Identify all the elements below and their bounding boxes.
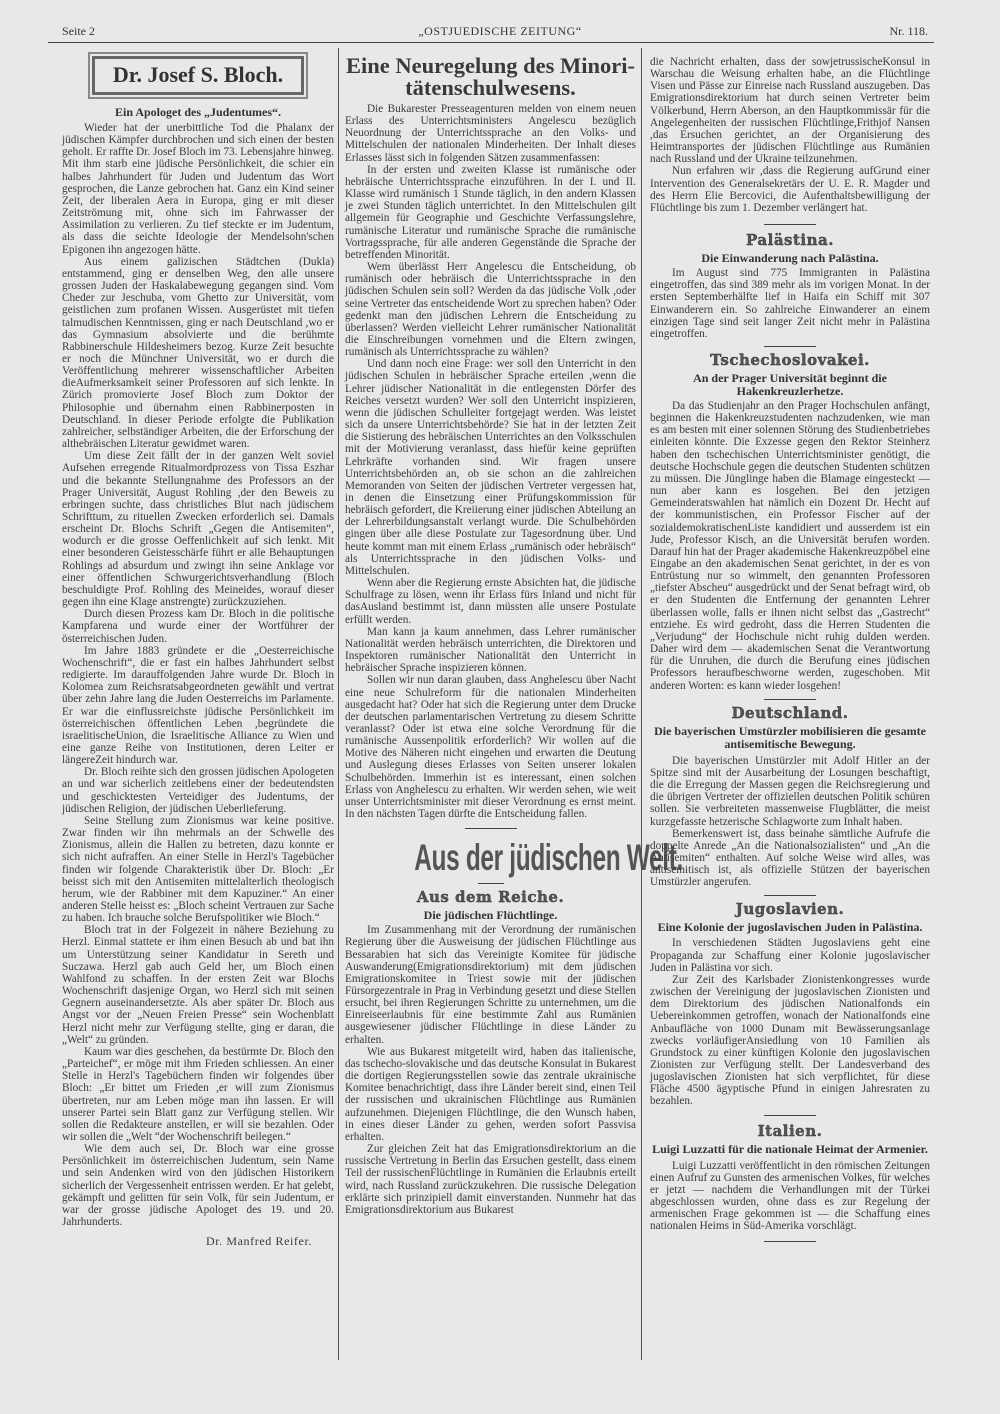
page-number: Seite 2: [62, 24, 95, 38]
article-body: [650, 400, 930, 692]
separator-rule: [465, 828, 517, 829]
article-headline: Die jüdischen Flüchtlinge.: [423, 908, 558, 923]
column-divider: [338, 48, 339, 1360]
paragraph: Sollen wir nun daran glauben, dass Anghelescu über Nacht eine neue Schulreform für die nationalen Minderheiten ausgedacht hat? Oder hat sich die Regierung unter dem Drucke der deutschen parlamentarischen Vertretung zu diesem Schritte veranlasst? Oder ist etwa eine solche Verordnung für die rumänische Aussenpolitik erforderlich? Wir wollen auf die Motive des Näheren nicht eingehen und erwarten die Deutung und Auslegung dieses Erlasses von Seiten unserer lokalen Schulbehörden. Immerhin ist es interessant, einen solchen Erlass von Anghelescu zu erhalten. Wir werden sehen, wie weit unser Unterrichtsminister mit dieser Verordnung es ernst meint. In den nächsten Tagen dürfte die Entscheidung fallen.: [345, 674, 636, 821]
paragraph: Dr. Bloch reihte sich den grossen jüdischen Apologeten an und war sicherlich zeitlebens einer der bedeutendsten und geschicktesten Verteidiger des Judentums, der jüdischen Religion, der jüdischen Ueberlieferung.: [62, 766, 334, 815]
article-body: [650, 755, 930, 889]
paragraph: Aus einem galizischen Städtchen (Dukla) entstammend, ging er denselben Weg, den alle unsere grossen Juden der Haskalabewegung gegangen sind. Vom Cheder zur Jeschuba, vom Ghetto zur Universität, vom geistlichen zum profanen Wissen. Ausgerüstet mit tiefen talmudischen Kenntnissen, ging er nach Deutschland ,wo er das Gymnasium absolvierte und die berühmte Rabbinerschule Hildesheimers bezog. Kurze Zeit besuchte er noch die Münchner Universität, wo er durch die Veröffentlichung mehrerer wissenschaftlicher Arbeiten dieAufmerksamkeit seiner Professoren auf sich lenkte. In Zürich promovierte Josef Bloch zum Doktor der Philosophie und übernahm einen Rabbinerposten in Deutschland. In dieser Periode erfolgte die Publikation zahlreicher, selbständiger Arbeiten, die der Erforschung der althebräischen Literatur gewidmet waren.: [62, 255, 334, 451]
paragraph: Man kann ja kaum annehmen, dass Lehrer rumänischer Nationalität werden hebräisch unterrichten, die Direktoren und Inspektoren rumänischer Nationalität den Unterricht in hebräischer Sprache inspizieren können.: [345, 625, 636, 675]
article-body: [650, 267, 930, 340]
section-title: Italien.: [757, 1121, 823, 1140]
separator-rule: [764, 1241, 816, 1242]
separator-rule: [478, 883, 504, 884]
article-headline: Luigi Luzzatti für die nationale Heimat der Armenier.: [652, 1141, 928, 1156]
article-title-line2: tätenschulwesens.: [405, 75, 576, 100]
paragraph: Und dann noch eine Frage: wer soll den Unterricht in den jüdischen Schulen in hebräischer Sprache erteilen ,wenn die Lehrer jüdischer Nationalität in die entlegensten Dörfer des Reiches versetzt wurden? Wer soll den Unterricht inspizieren, wenn die jüdischen Schulleiter fortgejagt werden. Was leistet sich da unsere Unterrichtsbehörde? Sie hat in der letzten Zeit die Sistierung des hebräischen Unterrichtes an den Volksschulen mit der Motivierung veranlasst, dass hiefür keine geprüften Lehrkräfte vorhanden sind. Wir fragen unsere Unterrichtsbehörden an, ob sie schon an die zahlreichen Memoranden von Seiten der jüdischen Vertreter vergessen hat, in denen die Einsetzung einer Prüfungskommission für hebräisch gefordert, die Kreiierung einer jüdischen Abteilung an der Lehrerbildungsanstalt verlangt wurde. Die Schulbehörden gingen über alle diese Postulate zur Tagesordnung über. Und heute kommt man mit einem Erlass „rumänisch oder hebräisch“ als Unterrichtssprache in den jüdischen Volks- und Mittelschulen.: [345, 358, 636, 577]
article-body: [62, 122, 334, 1228]
paragraph: Seine Stellung zum Zionismus war keine positive. Zwar finden wir ihn mehrmals an der Schwelle des Zionismus, allein die Hallen zu betreten, dazu konnte er sich nicht aufraffen. An einer Stelle in Herzl's Tagebücher finden wir folgende Charakteristik über Dr. Bloch: „Er beisst sich mit den Antisemiten mittelalterlich theologisch herum, wie der Rabbiner mit dem Kapuziner.“ An einer anderen Stelle heisst es: „Bloch scheint Vertrauen zur Sache zu haben. Ich brauche solche Berufspolitiker wie Bloch.“: [62, 814, 334, 925]
section-banner: [345, 837, 684, 879]
article-headline: Eine Kolonie der jugoslavischen Juden in Palästina.: [657, 920, 923, 935]
paragraph: Durch diesen Prozess kam Dr. Bloch in die politische Kampfarena und wurde einer der Wortführer der österreichischen Juden.: [62, 608, 334, 645]
paragraph: Bemerkenswert ist, dass beinahe sämtliche Aufrufe die doppelte Anrede „An die Nationalsozialisten“ und „An die Antisemiten“ enthalten. Auf solche Weise wird alles, was antisemitisch ist, als offizielle Stützen der bayerischen Umstürzler angerufen.: [650, 827, 930, 889]
paragraph: Um diese Zeit fällt der in der ganzen Welt soviel Aufsehen erregende Ritualmordprozess von Tissa Eszhar und die bekannte Stellungnahme des Professors an der Prager Universität, August Rohling ,der den Beweis zu erbringen suchte, dass christliches Blut nach jüdischem Schrifttum, zu rituellen Zwecken erforderlich sei. Damals erscheint Dr. Blochs Schrift „Gegen die Antisemiten“, wodurch er die grosse Oeffenlichkeit auf sich lenkt. Mit einer besonderen Geistesschärfe führt er alle Behauptungen Rohlings ad absurdum und zwingt ihn seine Anklage vor einer öffentlichen Schwurgerichtsverhandlung (Bloch beschuldigte Prof. Rohling des Meineides, worauf dieser gegen ihn eine Klage anstrengte) zurückzuziehen.: [62, 450, 334, 609]
article-body: [345, 924, 636, 1216]
section-title: Tschechoslovakei.: [710, 350, 870, 369]
issue-number: Nr. 118.: [889, 24, 928, 38]
article-author: Dr. Manfred Reifer.: [205, 1234, 312, 1249]
column-divider: [641, 48, 642, 1360]
paragraph: In verschiedenen Städten Jugoslaviens geht eine Propaganda zur Schaffung einer Kolonie jugoslavischer Juden in Palästina vor sich.: [650, 937, 930, 974]
news-column: [650, 56, 930, 1250]
article-headline: An der Prager Universität beginnt die Hakenkreuzlerhetze.: [693, 370, 887, 398]
article-headline: Die bayerischen Umstürzler mobilisieren die gesamte antisemitische Bewegung.: [654, 723, 926, 751]
header-rule: [48, 42, 934, 43]
separator-rule: [764, 895, 816, 896]
article-body: [650, 1160, 930, 1233]
paragraph: die Nachricht erhalten, dass der sowjetrussischeKonsul in Warschau die Weisung erhalten habe, an die Flüchtlinge Visen und Pässe zur Einreise nach Russland auszugeben. Das Emigrationsdirektorium hat durch seinen Vertreter beim Völkerbund, Herrn Aberson, an den Hauptkommissär für die Angelegenheiten der russischen Flüchtlinge,Frithjof Nansen ,das Ersuchen gerichtet, an der Organisierung des Heimtransportes der jüdischen Flüchtlinge aus Rumänien nach Russland und der Ukraine teilzunehmen.: [650, 56, 930, 166]
paragraph: Die Bukarester Presseagenturen melden von einem neuen Erlass des Unterrichtsministers Angelescu bezüglich Neuordnung der Unterrichtssprache an den Volks- und Mittelschulen der nationalen Minderheiten. Der Inhalt dieses Erlasses lässt sich in folgenden Sätzen zusammenfassen:: [345, 103, 636, 164]
article-headline: Die Einwanderung nach Palästina.: [701, 251, 879, 266]
section-title: Jugoslavien.: [735, 900, 845, 919]
paragraph: Nun erfahren wir ,dass die Regierung aufGrund einer Intervention des Generalsekretärs der U. E. R. Magder und des Herrn Elie Bercovici, die Aufenthaltsbewilligung der Flüchtlinge bis zum 1. Dezember verlängert hat.: [650, 165, 930, 214]
section-title: Deutschland.: [731, 703, 849, 722]
article-bloch: [62, 56, 334, 1249]
paragraph: Da das Studienjahr an den Prager Hochschulen anfängt, beginnen die Hakenkreuzstudenten nachzudenken, wie man es am besten mit einer solennen Störung des Studienbetriebes einleiten könnte. Die Exzesse gegen den Rektor Steinherz haben den tschechischen Unterrichtsminister genötigt, die deutsche Hochschule gegen die deutschen Studenten schützen zu müssen. Die Jünglinge haben die Blamage eingesteckt — nun aber kann es losgehen. Bei den jetzigen Gemeinderatswahlen hat nämlich ein Dozent Dr. Hecht auf der kommunistischen, ein Professor Fischer auf der sozialdemokratischenListe kandidiert und ausserdem ist ein Jude, Professor Kisch, an die Universität berufen worden. Darauf hin hat der Prager akademische Hakenkreuzpöbel eine Eingabe an den akademischen Senat gerichtet, in der es von Entrüstung nur so wimmelt, den genannten Professoren „tiefster Abscheu“ ausgedrückt und der Senat befragt wird, ob er den Studenten die Entfernung der genannten Lehrer überlassen wolle, falls er ihnen nicht selbst das „Gastrecht“ entziehe. Es wird gedroht, dass die Herren Studenten die „Verjudung“ der Hochschule nicht ruhig dulden werden. Daher wird dem — akademischen Senat die Verantwortung für die Unruhen, die durch die Berufung eines jüdischen Professors heraufbeschworne werden, zugeschoben. Mit anderen Worten: es kann wieder losgehen!: [650, 399, 930, 692]
paragraph: Bloch trat in der Folgezeit in nähere Beziehung zu Herzl. Einmal stattete er ihm einen Besuch ab und bat ihn um Unterstützung seiner Kandidatur in Sereth und Suczawa. Herzl gab auch Geld her, um Bloch einen Wahlfond zu schaffen. In der ersten Zeit war Blochs Wochenschrift dasjenige Organ, wo Herzl sich mit seinen Gegnern auseinandersetzte. Als aber später Dr. Bloch aus Angst vor der „Neuen Freien Presse“ sein Wochenblatt Herzl nicht mehr zur Verfügung stellte, ging er daran, die „Welt“ zu gründen.: [62, 924, 334, 1046]
separator-rule: [764, 699, 816, 700]
article-title: Dr. Josef S. Bloch.: [92, 56, 304, 95]
article-minority-schools: [345, 53, 684, 1216]
section-banner-title: Aus der jüdischen Welt.: [414, 837, 684, 879]
separator-rule: [764, 1115, 816, 1116]
article-body: [650, 937, 930, 1107]
paragraph: Im Zusammenhang mit der Verordnung der rumänischen Regierung über die Ausweisung der jüdischen Flüchtlinge aus Bessarabien hat sich das Vereinigte Komitee für jüdische Auswanderung(Emigrationsdirektorium) mit dem jüdischen Emigrationskomitee in Triest sowie mit der jüdischen Fürsorgezentrale in Prag in Verbindung gesetzt und diese Stellen ersucht, bei ihren Regierungen Schritte zu unternehmen, um die Einreiseerlaubnis für eine bestimmte Zahl aus Rumänien ausgewiesener jüdischer Flüchtlinge in diese Länder zu erhalten.: [345, 924, 636, 1046]
article-subtitle: Ein Apologet des „Judentumes“.: [114, 105, 282, 119]
paragraph: Zur Zeit des Karlsbader Zionistenkongresses wurde zwischen der Vereinigung der jugoslavischen Zionisten und dem Direktorium des jüdischen Nationalfonds ein Uebereinkommen getroffen, wonach der Nationalfonds eine Anbaufläche von 1000 Dunam mit Bewässerungsanlage zwecks vorläufigerAnsiedlung von 10 Familien als Grundstock zu einer künftigen Kolonie den jugoslavischen Zionisten zur Verfügung stellt. Der Landesverband des jugoslavischen Zionisten hat sich verpflichtet, für diese Fläche 4500 ägyptische Pfund in einigen Jahresraten zu bezahlen.: [650, 973, 930, 1108]
section-title: Palästina.: [746, 231, 834, 250]
paragraph: Wieder hat der unerbittliche Tod die Phalanx der jüdischen Kämpfer durchbrochen und sich einen der besten geholt. Er raffte Dr. Josef Bloch im 73. Lebensjahre hinweg. Mit ihm starb eine jüdische Persönlichkeit, die schier ein halbes Jahrhundert für Juden und Judentum das Wort gesprochen, die Lanze gebrochen hat. Ganz ein Kind seiner Zeit, der liberalen Aera in Europa, ging er mit dieser Zeitströmung mit, ohne sich im Fahrwasser der Assimilation zu verlieren. Zu tief steckte er im Judentum, als dass die seichte Ideologie der Mendelsohn'schen Epigonen ihn angezogen hätte.: [62, 122, 334, 256]
paragraph: Kaum war dies geschehen, da bestürmte Dr. Bloch den „Parteichef“, er möge mit ihm Frieden schliessen. An einer Stelle in Herzl's Tagebüchern finden wir folgendes über Bloch: „Er bittet um Frieden ,er will zum Zionismus übertreten, nur am Leben möge man ihn lassen. Er will unserer Partei sein Blatt ganz zur Verfügung stellen. Wir sollen die Redakteure anstellen, er will sie bezahlen. Oder wir sollen die „Welt “der Wochenschrift beilegen.“: [62, 1045, 334, 1143]
separator-rule: [764, 224, 816, 225]
paragraph: Wie dem auch sei, Dr. Bloch war eine grosse Persönlichkeit im österreichischen Judentum, sein Name und sein Andenken wird von den jüdischen Historikern sicherlich der Vergessenheit entrissen werden. Er hat gelebt, gekämpft und gelitten für sein Volk, für sein Judentum, er war der grosse jüdische Apologet des 19. und 20. Jahrhunderts.: [62, 1143, 334, 1229]
separator-rule: [764, 346, 816, 347]
paragraph: Luigi Luzzatti veröffentlicht in den römischen Zeitungen einen Aufruf zu Gunsten des armenischen Volkes, für welches er jetzt — nachdem die Verhandlungen mit der Türkei abgeschlossen wurden, ohne dass es zur Regelung der armenischen Frage gekommen ist — die Schaffung eines nationalen Heims in Süd-Amerika vorschlägt.: [650, 1159, 930, 1233]
paragraph: In der ersten und zweiten Klasse ist rumänische oder hebräische Unterrichtssprache einzuführen. In der I. und II. Klasse wird rumänisch 1 Stunde täglich, in den andern Klassen je zwei Stunden täglich unterrichtet. In den Mittelschulen gilt allgemein für Geographie und Geschichte Verfassungslehre, rumänische Literatur und rumänische Sprache die rumänische Vortragssprache, für alle anderen Gegenstände die Sprache der betreffenden Minorität.: [345, 163, 636, 261]
paragraph: Wie aus Bukarest mitgeteilt wird, haben das italienische, das tschecho-slovakische und das deutsche Konsulat in Bukarest die dortigen Regierungsstellen sowie das zentrale ukrainische Komitee benachrichtigt, dass ihre Länder bereit sind, einen Teil der russischen und ukrainischen Flüchtlinge aus Rumänien aufzunehmen. Diejenigen Flüchtlinge, die den Wunsch haben, in eines dieser Länder zu gehen, werden sofort Passvisa erhalten.: [345, 1045, 636, 1143]
newspaper-title: „OSTJUEDISCHE ZEITUNG“: [418, 24, 582, 38]
paragraph: Die bayerischen Umstürzler mit Adolf Hitler an der Spitze sind mit der Ausarbeitung der Losungen beschaftigt, die die Erregung der Massen gegen die Reichsregierung und die übrigen Vertreter der offiziellen deutschen Politik schüren sollen. Sie verbreiteten massenweise Flugblätter, die meist kurzgefasste hetzerische Schlagworte zum Inhalt haben.: [650, 754, 930, 828]
article-body: [345, 103, 636, 820]
section-title: Aus dem Reiche.: [416, 888, 565, 907]
paragraph: Zur gleichen Zeit hat das Emigrationsdirektorium an die russische Vertretung in Berlin das Ersuchen gestellt, dass einem Teil der russischenFlüchtlinge in Rumänien die Erlaubnis erteilt wird, nach Russland zurückzukehren. Die russische Delegation erklärte sich prinzipiell damit einverstanden. Nunmehr hat das Emigrationsdirektorium aus Bukarest: [345, 1143, 636, 1216]
article-body-continued: [650, 56, 930, 214]
paragraph: Im Jahre 1883 gründete er die „Oesterreichische Wochenschrift“, die er fast ein halbes Jahrhundert selbst redigierte. Im darauffolgenden Jahre wurde Dr. Bloch in Kolomea zum Reichsratsabgeordneten gewählt und vertrat über zehn Jahre lang die Juden Oesterreichs im Parlamente. Er war die einflussreichste jüdische Persönlichkeit im österreichischen öffentlichen Leben ,begründete die israelitischeUnion, die Israelitische Alliance zu Wien und eine ganze Reihe von Institutionen, deren Leiter er längereZeit hindurch war.: [62, 644, 334, 767]
paragraph: Wem überlässt Herr Angelescu die Entscheidung, ob rumänisch oder hebräisch die Unterrichtssprache in den jüdischen Schulen sein soll? Werden da das jüdische Volk ,oder seine Vertreter das entscheidende Wort zu sprechen haben? Oder gedenkt man den jüdischen Lehrern die Entscheidung zu überlassen? Werden vielleicht Lehrer rumänischer Nationalität die Einschreibungen vornehmen und die Eltern zwingen, rumänisch als Unterrichtssprache zu wählen?: [345, 261, 636, 359]
paragraph: Im August sind 775 Immigranten in Palästina eingetroffen, das sind 389 mehr als im vorigen Monat. In der ersten Septemberhälfte lief in Haifa ein Schiff mit 307 Einwanderern ein. So zahlreiche Einwanderer an einem einzigen Tage sind seit langer Zeit nicht mehr in Palästina eingetroffen.: [650, 267, 930, 340]
article-title-line1: Eine Neuregelung des Minori-: [346, 53, 635, 78]
paragraph: Wenn aber die Regierung ernste Absichten hat, die jüdische Schulfrage zu lösen, wenn ihr Erlass fürs Inland und nicht für dasAusland bestimmt ist, dann müssten alle unsere Postulate erfüllt werden.: [345, 577, 636, 626]
